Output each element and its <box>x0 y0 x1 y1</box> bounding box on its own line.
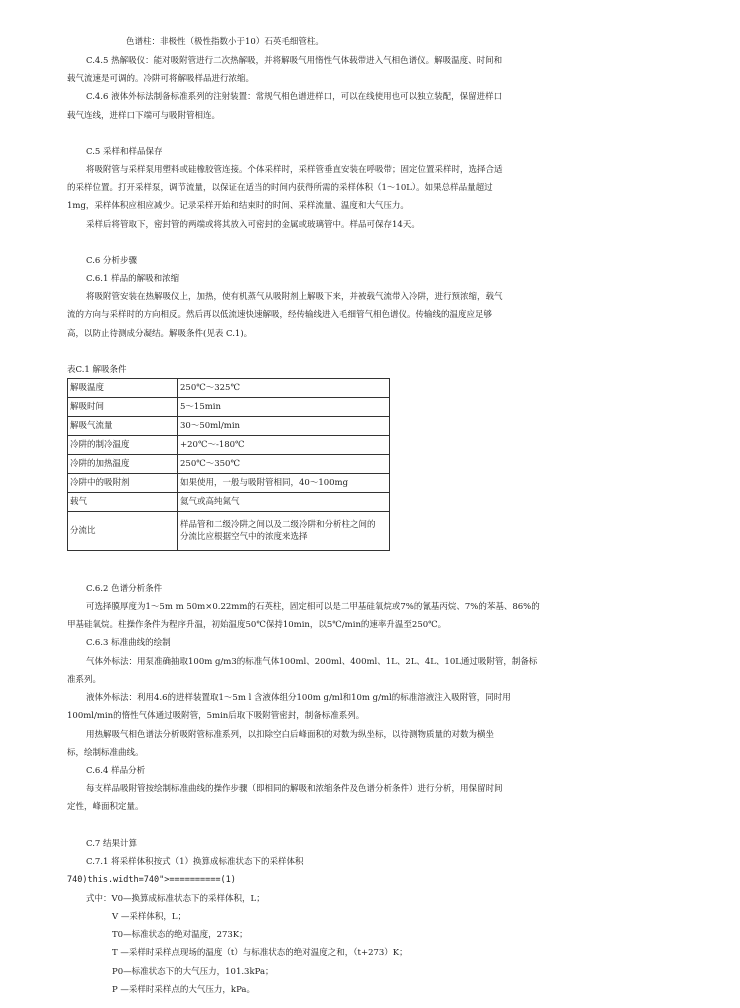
table-cell-key: 冷阱的制冷温度 <box>68 436 178 455</box>
table-cell-key: 冷阱中的吸附剂 <box>68 474 178 493</box>
table-cell-value: 如果使用，一般与吸附管相同，40～100mg <box>178 474 390 493</box>
text-line: T0—标准状态的绝对温度，273K； <box>112 930 248 940</box>
text-line: 100ml/min的惰性气体通过吸附管，5min后取下吸附管密封，制备标准系列。 <box>67 711 365 721</box>
text-line: 每支样品吸附管按绘制标准曲线的操作步骤（即相同的解吸和浓缩条件及色谱分析条件）进行分析，用保留时间 <box>86 784 503 794</box>
text-line: 载气连线，进样口下端可与吸附管相连。 <box>67 111 221 121</box>
table-cell-value: +20℃～-180℃ <box>178 436 390 455</box>
subsection-heading: C.6.2 色谱分析条件 <box>86 584 163 594</box>
section-heading: C.5 采样和样品保存 <box>86 147 163 157</box>
text-line: 气体外标法：用泵准确抽取100m g/m3的标准气体100ml、200ml、400ml、1L、2L、4L、10L通过吸附管，制备标 <box>86 657 538 667</box>
section-heading: C.7 结果计算 <box>86 839 138 849</box>
text-line: 高，以防止待测成分凝结。解吸条件(见表 C.1)。 <box>67 329 253 339</box>
text-line: P0—标准状态下的大气压力，101.3kPa； <box>112 967 274 977</box>
table-cell-key: 载气 <box>68 493 178 512</box>
text-line: C.4.5 热解吸仪：能对吸附管进行二次热解吸，并将解吸气用惰性气体载带进入气相色谱仪。解吸温度、时间和 <box>86 56 503 66</box>
table-row <box>68 512 390 551</box>
table-row <box>68 417 390 436</box>
text-line: 甲基硅氧烷。柱操作条件为程序升温，初始温度50℃保持10min，以5℃/min的速率升温至250℃。 <box>67 620 447 630</box>
text-line: 采样后将管取下，密封管的两端或将其放入可密封的金属或玻璃管中。样品可保存14天。 <box>86 220 420 230</box>
text-line: 1mg，采样体积应相应减少。记录采样开始和结束时的时间、采样流量、温度和大气压力。 <box>67 201 409 211</box>
text-line: 载气流速是可调的。冷阱可将解吸样品进行浓缩。 <box>67 74 255 84</box>
text-line: 标，绘制标准曲线。 <box>67 748 144 758</box>
text-line: 式中：V0—换算成标准状态下的采样体积，L； <box>86 894 265 904</box>
section-heading: C.6 分析步骤 <box>86 256 138 266</box>
text-line: P —采样时采样点的大气压力，kPa。 <box>112 985 255 995</box>
text-line: V —采样体积，L； <box>112 912 186 922</box>
text-line: 的采样位置。打开采样泵，调节流量，以保证在适当的时间内获得所需的采样体积（1～10L）。如果总样品量超过 <box>67 183 493 193</box>
text-line: 液体外标法：利用4.6的进样装置取1～5m l 含液体组分100m g/ml和10m g/ml的标准溶液注入吸附管，同时用 <box>86 693 511 703</box>
table-cell-value: 30～50ml/min <box>178 417 390 436</box>
text-line: 用热解吸气相色谱法分析吸附管标准系列，以扣除空白后峰面积的对数为纵坐标，以待测物质量的对数为横坐 <box>86 730 495 740</box>
table-cell-value <box>178 512 390 551</box>
text-line: 将吸附管安装在热解吸仪上，加热，使有机蒸气从吸附剂上解吸下来，并被载气流带入冷阱，进行预浓缩，载气 <box>86 292 503 302</box>
subsection-heading: C.6.4 样品分析 <box>86 766 146 776</box>
formula-placeholder: 740)this.width=740">==========(1) <box>67 875 236 885</box>
table-row <box>68 436 390 455</box>
text-line: T —采样时采样点现场的温度（t）与标准状态的绝对温度之和，（t+273）K； <box>112 948 408 958</box>
subsection-heading: C.6.1 样品的解吸和浓缩 <box>86 274 180 284</box>
table-cell-key: 解吸气流量 <box>68 417 178 436</box>
table-cell-line: 分流比应根据空气中的浓度来选择 <box>180 532 308 542</box>
desorption-conditions-table <box>67 378 390 551</box>
table-cell-key: 冷阱的加热温度 <box>68 455 178 474</box>
table-cell-key: 解吸温度 <box>68 379 178 398</box>
table-cell-line: 样品管和二级冷阱之间以及二级冷阱和分析柱之间的 <box>180 520 376 530</box>
table-cell-value: 5～15min <box>178 398 390 417</box>
table-cell-key: 解吸时间 <box>68 398 178 417</box>
text-line: 色谱柱：非极性（极性指数小于10）石英毛细管柱。 <box>126 37 324 47</box>
table-row <box>68 493 390 512</box>
text-line: 可选择膜厚度为1～5m m 50m×0.22mm的石英柱，固定相可以是二甲基硅氧烷或7%的氰基丙烷、7%的苯基、86%的 <box>86 602 540 612</box>
table-cell-value: 250℃～325℃ <box>178 379 390 398</box>
table-cell-value: 250℃～350℃ <box>178 455 390 474</box>
text-line: 将吸附管与采样泵用塑料或硅橡胶管连接。个体采样时，采样管垂直安装在呼吸带；固定位置采样时，选择合适 <box>86 165 503 175</box>
text-line: C.4.6 液体外标法制备标准系列的注射装置：常规气相色谱进样口，可以在线使用也可以独立装配，保留进样口 <box>86 92 503 102</box>
table-row <box>68 379 390 398</box>
table-cell-value: 氦气或高纯氮气 <box>178 493 390 512</box>
subsection-heading: C.6.3 标准曲线的绘制 <box>86 638 171 648</box>
text-line: 准系列。 <box>67 675 102 685</box>
table-row <box>68 398 390 417</box>
subsection-heading: C.7.1 将采样体积按式（1）换算成标准状态下的采样体积 <box>86 857 304 867</box>
table-row <box>68 455 390 474</box>
table-caption: 表C.1 解吸条件 <box>67 365 127 375</box>
text-line: 定性，峰面积定量。 <box>67 802 144 812</box>
text-line: 流的方向与采样时的方向相反。然后再以低流速快速解吸，经传输线进入毛细管气相色谱仪。传输线的温度应足够 <box>67 310 493 320</box>
table-row <box>68 474 390 493</box>
table-cell-key: 分流比 <box>68 512 178 551</box>
